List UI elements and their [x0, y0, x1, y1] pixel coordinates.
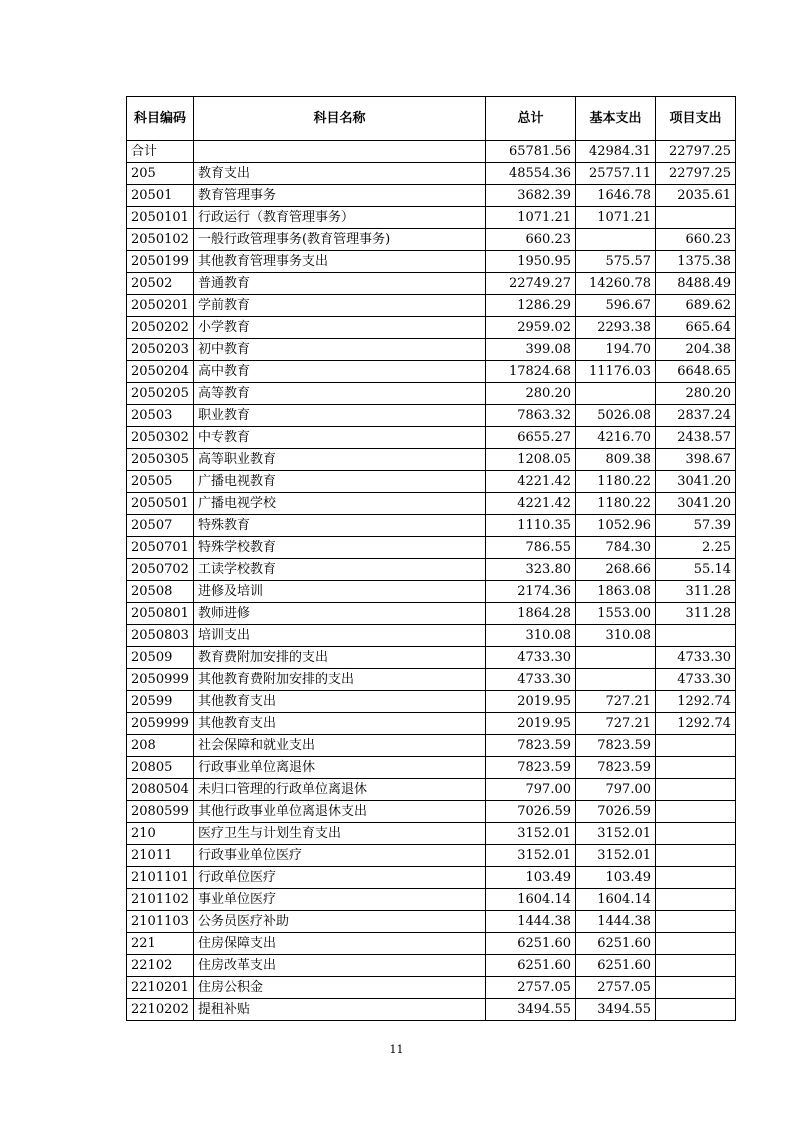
row-name — [194, 141, 486, 163]
row-total: 1208.05 — [486, 449, 576, 471]
table-row — [127, 955, 736, 977]
row-basic: 2293.38 — [576, 317, 656, 339]
header-basic: 基本支出 — [576, 97, 656, 141]
row-basic: 1553.00 — [576, 603, 656, 625]
row-total: 22749.27 — [486, 273, 576, 295]
row-code: 2050305 — [127, 449, 194, 471]
row-basic: 1180.22 — [576, 471, 656, 493]
row-basic: 7026.59 — [576, 801, 656, 823]
row-code: 2050701 — [127, 537, 194, 559]
row-project: 1292.74 — [656, 691, 736, 713]
row-basic: 596.67 — [576, 295, 656, 317]
row-code: 205 — [127, 163, 194, 185]
row-name: 其他教育支出 — [194, 691, 486, 713]
row-basic: 5026.08 — [576, 405, 656, 427]
row-name: 普通教育 — [194, 273, 486, 295]
row-name: 高等教育 — [194, 383, 486, 405]
row-basic: 784.30 — [576, 537, 656, 559]
row-project: 2837.24 — [656, 405, 736, 427]
table-row — [127, 559, 736, 581]
row-total: 1444.38 — [486, 911, 576, 933]
row-name: 特殊教育 — [194, 515, 486, 537]
row-name: 医疗卫生与计划生育支出 — [194, 823, 486, 845]
row-basic: 6251.60 — [576, 933, 656, 955]
row-project: 3041.20 — [656, 493, 736, 515]
row-total: 17824.68 — [486, 361, 576, 383]
row-project — [656, 999, 736, 1021]
row-project — [656, 757, 736, 779]
row-code: 2050204 — [127, 361, 194, 383]
row-name: 其他教育费附加安排的支出 — [194, 669, 486, 691]
row-code: 20805 — [127, 757, 194, 779]
table-row — [127, 933, 736, 955]
header-total: 总计 — [486, 97, 576, 141]
row-name: 工读学校教育 — [194, 559, 486, 581]
row-name: 教师进修 — [194, 603, 486, 625]
row-total: 7823.59 — [486, 757, 576, 779]
row-code: 20508 — [127, 581, 194, 603]
row-code: 20599 — [127, 691, 194, 713]
row-project — [656, 845, 736, 867]
row-code: 2080504 — [127, 779, 194, 801]
row-name: 教育支出 — [194, 163, 486, 185]
row-total: 399.08 — [486, 339, 576, 361]
row-project: 689.62 — [656, 295, 736, 317]
row-code: 20501 — [127, 185, 194, 207]
row-total: 1110.35 — [486, 515, 576, 537]
row-total: 6655.27 — [486, 427, 576, 449]
row-project — [656, 911, 736, 933]
row-code: 2050803 — [127, 625, 194, 647]
table-row — [127, 405, 736, 427]
row-code: 2050102 — [127, 229, 194, 251]
row-project — [656, 889, 736, 911]
row-code: 2101103 — [127, 911, 194, 933]
table-row — [127, 691, 736, 713]
row-code: 2050202 — [127, 317, 194, 339]
row-name: 教育费附加安排的支出 — [194, 647, 486, 669]
row-total: 3152.01 — [486, 823, 576, 845]
row-total: 797.00 — [486, 779, 576, 801]
row-basic: 575.57 — [576, 251, 656, 273]
row-basic: 1180.22 — [576, 493, 656, 515]
row-project: 4733.30 — [656, 647, 736, 669]
row-code: 2050199 — [127, 251, 194, 273]
row-project: 22797.25 — [656, 163, 736, 185]
row-name: 住房保障支出 — [194, 933, 486, 955]
table-row — [127, 163, 736, 185]
row-project: 1375.38 — [656, 251, 736, 273]
row-total: 4733.30 — [486, 647, 576, 669]
row-name: 其他教育管理事务支出 — [194, 251, 486, 273]
row-name: 公务员医疗补助 — [194, 911, 486, 933]
table-header-row — [127, 97, 736, 141]
row-basic — [576, 647, 656, 669]
row-basic: 797.00 — [576, 779, 656, 801]
row-name: 提租补贴 — [194, 999, 486, 1021]
row-basic: 2757.05 — [576, 977, 656, 999]
header-project: 项目支出 — [656, 97, 736, 141]
table-row — [127, 801, 736, 823]
row-project — [656, 867, 736, 889]
row-total: 2174.36 — [486, 581, 576, 603]
row-basic — [576, 229, 656, 251]
row-basic: 11176.03 — [576, 361, 656, 383]
row-project: 311.28 — [656, 581, 736, 603]
row-total: 103.49 — [486, 867, 576, 889]
row-project: 311.28 — [656, 603, 736, 625]
table-row — [127, 141, 736, 163]
row-basic — [576, 669, 656, 691]
row-code: 2050101 — [127, 207, 194, 229]
row-name: 住房改革支出 — [194, 955, 486, 977]
row-basic: 809.38 — [576, 449, 656, 471]
row-total: 660.23 — [486, 229, 576, 251]
table-row — [127, 185, 736, 207]
table-row — [127, 317, 736, 339]
row-code: 20507 — [127, 515, 194, 537]
table-row — [127, 669, 736, 691]
row-project: 1292.74 — [656, 713, 736, 735]
table-row — [127, 977, 736, 999]
table-row — [127, 361, 736, 383]
row-basic: 727.21 — [576, 713, 656, 735]
row-total: 4733.30 — [486, 669, 576, 691]
row-basic: 194.70 — [576, 339, 656, 361]
row-project: 55.14 — [656, 559, 736, 581]
table-body — [127, 141, 736, 1021]
row-name: 事业单位医疗 — [194, 889, 486, 911]
row-project: 665.64 — [656, 317, 736, 339]
row-total: 1071.21 — [486, 207, 576, 229]
table-row — [127, 735, 736, 757]
row-total: 2019.95 — [486, 691, 576, 713]
row-total: 1950.95 — [486, 251, 576, 273]
row-basic: 268.66 — [576, 559, 656, 581]
row-total: 2019.95 — [486, 713, 576, 735]
row-project: 660.23 — [656, 229, 736, 251]
table-row — [127, 515, 736, 537]
row-total: 1604.14 — [486, 889, 576, 911]
row-total: 7823.59 — [486, 735, 576, 757]
row-name: 初中教育 — [194, 339, 486, 361]
row-name: 行政事业单位医疗 — [194, 845, 486, 867]
row-project: 2035.61 — [656, 185, 736, 207]
row-code: 2050302 — [127, 427, 194, 449]
row-basic: 1863.08 — [576, 581, 656, 603]
row-code: 2210201 — [127, 977, 194, 999]
table-row — [127, 911, 736, 933]
row-project: 57.39 — [656, 515, 736, 537]
row-project: 22797.25 — [656, 141, 736, 163]
row-code: 合计 — [127, 141, 194, 163]
row-basic: 42984.31 — [576, 141, 656, 163]
row-name: 中专教育 — [194, 427, 486, 449]
row-name: 高等职业教育 — [194, 449, 486, 471]
row-basic: 3152.01 — [576, 823, 656, 845]
row-basic: 727.21 — [576, 691, 656, 713]
row-project: 4733.30 — [656, 669, 736, 691]
row-basic: 14260.78 — [576, 273, 656, 295]
table-row — [127, 449, 736, 471]
row-total: 323.80 — [486, 559, 576, 581]
row-basic: 1444.38 — [576, 911, 656, 933]
row-project — [656, 625, 736, 647]
table-row — [127, 603, 736, 625]
row-total: 3682.39 — [486, 185, 576, 207]
table-row — [127, 867, 736, 889]
row-code: 2050203 — [127, 339, 194, 361]
row-name: 广播电视学校 — [194, 493, 486, 515]
header-code: 科目编码 — [127, 97, 194, 141]
row-code: 2210202 — [127, 999, 194, 1021]
row-code: 210 — [127, 823, 194, 845]
row-basic: 1604.14 — [576, 889, 656, 911]
row-project: 280.20 — [656, 383, 736, 405]
row-project — [656, 955, 736, 977]
table-row — [127, 757, 736, 779]
row-name: 其他教育支出 — [194, 713, 486, 735]
table-row — [127, 273, 736, 295]
row-code: 2080599 — [127, 801, 194, 823]
row-total: 4221.42 — [486, 471, 576, 493]
row-name: 广播电视教育 — [194, 471, 486, 493]
row-basic: 1071.21 — [576, 207, 656, 229]
row-basic: 310.08 — [576, 625, 656, 647]
row-basic: 7823.59 — [576, 757, 656, 779]
row-total: 65781.56 — [486, 141, 576, 163]
row-name: 行政单位医疗 — [194, 867, 486, 889]
row-code: 22102 — [127, 955, 194, 977]
row-name: 住房公积金 — [194, 977, 486, 999]
row-basic: 1052.96 — [576, 515, 656, 537]
table-row — [127, 493, 736, 515]
row-total: 1286.29 — [486, 295, 576, 317]
row-name: 进修及培训 — [194, 581, 486, 603]
row-name: 其他行政事业单位离退休支出 — [194, 801, 486, 823]
table-row — [127, 251, 736, 273]
row-code: 221 — [127, 933, 194, 955]
row-basic: 6251.60 — [576, 955, 656, 977]
row-basic: 7823.59 — [576, 735, 656, 757]
row-basic: 103.49 — [576, 867, 656, 889]
row-code: 2050999 — [127, 669, 194, 691]
row-basic — [576, 383, 656, 405]
table-row — [127, 383, 736, 405]
row-name: 行政运行（教育管理事务） — [194, 207, 486, 229]
row-code: 20505 — [127, 471, 194, 493]
row-total: 2959.02 — [486, 317, 576, 339]
row-total: 3494.55 — [486, 999, 576, 1021]
row-project: 6648.65 — [656, 361, 736, 383]
row-basic: 3494.55 — [576, 999, 656, 1021]
row-project: 3041.20 — [656, 471, 736, 493]
row-name: 行政事业单位离退休 — [194, 757, 486, 779]
row-name: 教育管理事务 — [194, 185, 486, 207]
row-basic: 3152.01 — [576, 845, 656, 867]
table-row — [127, 647, 736, 669]
table-row — [127, 229, 736, 251]
row-total: 1864.28 — [486, 603, 576, 625]
row-name: 高中教育 — [194, 361, 486, 383]
row-code: 2050702 — [127, 559, 194, 581]
row-project: 2.25 — [656, 537, 736, 559]
table-row — [127, 889, 736, 911]
row-total: 280.20 — [486, 383, 576, 405]
table-row — [127, 581, 736, 603]
row-project: 8488.49 — [656, 273, 736, 295]
row-code: 21011 — [127, 845, 194, 867]
row-total: 7026.59 — [486, 801, 576, 823]
row-code: 2050801 — [127, 603, 194, 625]
row-project: 398.67 — [656, 449, 736, 471]
table-row — [127, 999, 736, 1021]
row-total: 3152.01 — [486, 845, 576, 867]
row-code: 2059999 — [127, 713, 194, 735]
page-number: 11 — [389, 1043, 404, 1056]
row-name: 培训支出 — [194, 625, 486, 647]
row-project — [656, 801, 736, 823]
row-total: 6251.60 — [486, 955, 576, 977]
row-basic: 1646.78 — [576, 185, 656, 207]
row-code: 2101102 — [127, 889, 194, 911]
table-row — [127, 471, 736, 493]
header-name: 科目名称 — [194, 97, 486, 141]
row-total: 786.55 — [486, 537, 576, 559]
row-code: 2050201 — [127, 295, 194, 317]
row-name: 未归口管理的行政单位离退休 — [194, 779, 486, 801]
row-project — [656, 207, 736, 229]
row-basic: 4216.70 — [576, 427, 656, 449]
row-project: 204.38 — [656, 339, 736, 361]
row-basic: 25757.11 — [576, 163, 656, 185]
row-code: 20502 — [127, 273, 194, 295]
row-total: 6251.60 — [486, 933, 576, 955]
table-row — [127, 845, 736, 867]
table-row — [127, 823, 736, 845]
table-row — [127, 207, 736, 229]
row-total: 7863.32 — [486, 405, 576, 427]
row-total: 4221.42 — [486, 493, 576, 515]
table-row — [127, 427, 736, 449]
row-code: 2101101 — [127, 867, 194, 889]
row-code: 20503 — [127, 405, 194, 427]
table-row — [127, 537, 736, 559]
row-total: 48554.36 — [486, 163, 576, 185]
row-name: 一般行政管理事务(教育管理事务) — [194, 229, 486, 251]
row-code: 2050501 — [127, 493, 194, 515]
row-project: 2438.57 — [656, 427, 736, 449]
table-row — [127, 295, 736, 317]
row-code: 208 — [127, 735, 194, 757]
row-project — [656, 823, 736, 845]
row-name: 职业教育 — [194, 405, 486, 427]
row-name: 社会保障和就业支出 — [194, 735, 486, 757]
table-row — [127, 339, 736, 361]
row-project — [656, 779, 736, 801]
row-project — [656, 735, 736, 757]
row-code: 2050205 — [127, 383, 194, 405]
budget-table — [126, 96, 736, 1021]
row-project — [656, 933, 736, 955]
table-row — [127, 779, 736, 801]
table-row — [127, 713, 736, 735]
row-name: 学前教育 — [194, 295, 486, 317]
row-total: 2757.05 — [486, 977, 576, 999]
row-name: 特殊学校教育 — [194, 537, 486, 559]
table-row — [127, 625, 736, 647]
row-name: 小学教育 — [194, 317, 486, 339]
row-project — [656, 977, 736, 999]
row-code: 20509 — [127, 647, 194, 669]
row-total: 310.08 — [486, 625, 576, 647]
